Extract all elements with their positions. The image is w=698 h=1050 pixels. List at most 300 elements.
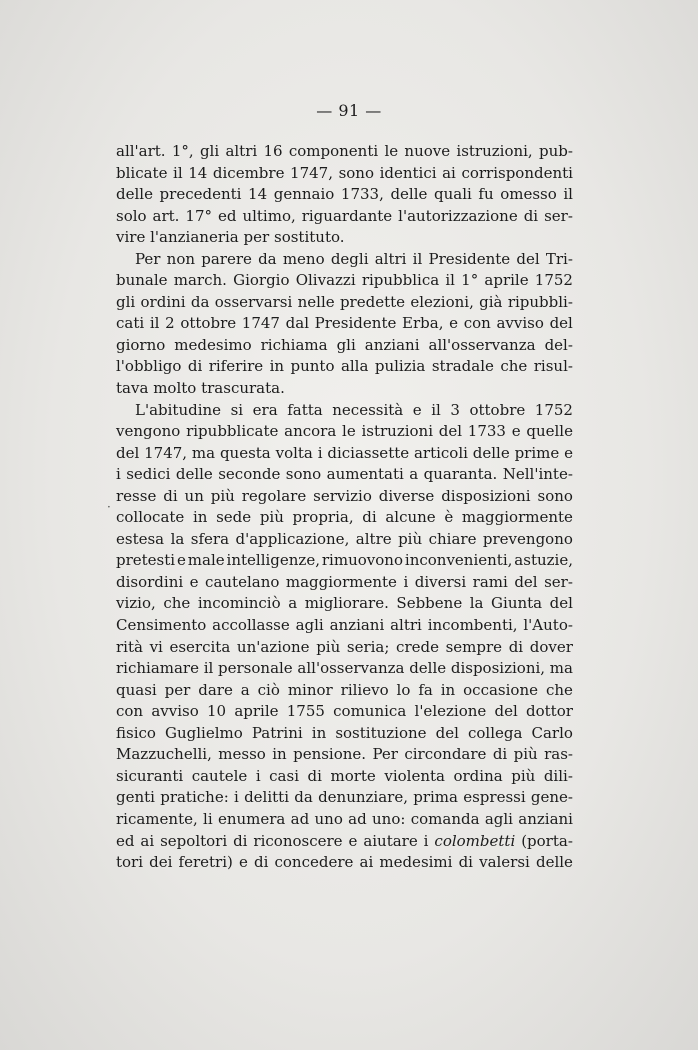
word: anziani <box>518 809 573 828</box>
word: questa <box>219 443 271 462</box>
word: precedenti <box>159 185 242 204</box>
word: a <box>288 594 298 613</box>
word: blicate <box>116 163 168 182</box>
word: a <box>240 680 250 699</box>
text-line <box>116 615 573 637</box>
word: altre <box>355 529 392 548</box>
word: diversi <box>414 572 467 591</box>
word: morte <box>330 766 376 785</box>
word: sono <box>537 486 573 505</box>
word: dover <box>529 637 573 656</box>
word: sostituzione <box>335 723 427 742</box>
word: ordini <box>140 292 186 311</box>
word: agli <box>484 809 513 828</box>
body-text <box>116 141 573 874</box>
word: riguardante <box>301 206 393 225</box>
word: il <box>203 659 214 678</box>
word: gli <box>336 335 356 354</box>
word: cautelano <box>205 572 280 591</box>
text-line <box>116 852 573 874</box>
text-line <box>116 313 573 335</box>
word: Mazzuchelli, <box>116 745 212 764</box>
text-line <box>116 400 573 422</box>
word: aiutare <box>363 831 418 850</box>
word: un'azione <box>236 637 310 656</box>
word: 1747, <box>290 163 333 182</box>
word: denunziare, <box>318 788 408 807</box>
word: ai <box>359 853 374 872</box>
word: di <box>163 486 178 505</box>
text-line <box>116 335 573 357</box>
word: dili- <box>543 766 573 785</box>
word: delle <box>535 853 573 872</box>
word: di <box>307 766 322 785</box>
word: pulizia <box>374 357 426 376</box>
word: sede <box>216 508 252 527</box>
text-line <box>116 766 573 788</box>
word: i <box>116 465 121 484</box>
word: ma <box>549 659 573 678</box>
word: le <box>342 422 356 441</box>
word: anziani <box>329 616 385 635</box>
word: aprile <box>484 271 529 290</box>
word: 3 <box>450 400 460 419</box>
word: migliorare. <box>304 594 389 613</box>
word: delitti <box>244 788 290 807</box>
word: diciassette <box>327 443 410 462</box>
word: sicuranti <box>116 766 184 785</box>
word: 1° <box>461 271 479 290</box>
word: ricamente, <box>116 809 198 828</box>
word: da <box>294 788 313 807</box>
word: da <box>258 249 277 268</box>
word: avviso <box>151 702 199 721</box>
word: degli <box>330 249 369 268</box>
word: con <box>116 702 144 721</box>
text-line <box>116 787 573 809</box>
word: aumentati <box>326 465 404 484</box>
word: altri <box>374 249 407 268</box>
word: prime <box>514 443 560 462</box>
word: e <box>348 831 358 850</box>
word: del <box>435 723 459 742</box>
word: e <box>189 572 199 591</box>
word: ai <box>442 163 456 182</box>
word: i <box>423 831 429 850</box>
word: con <box>463 314 491 333</box>
word: vengono <box>116 422 181 441</box>
word: giorno <box>116 335 166 354</box>
word: richiama <box>260 335 328 354</box>
word: di <box>492 745 508 764</box>
word: che <box>545 680 573 699</box>
word: disordini <box>116 572 184 591</box>
word: casi <box>269 766 299 785</box>
word: quasi <box>116 680 157 699</box>
word: avviso <box>496 314 544 333</box>
word: rità <box>116 637 143 656</box>
word: elezioni, <box>410 292 474 311</box>
word: 1752 <box>534 271 573 290</box>
text-line <box>116 163 573 185</box>
word: lo <box>396 680 411 699</box>
word: non <box>166 249 196 268</box>
word: ai <box>140 831 155 850</box>
word: di <box>362 508 377 527</box>
word: collocate <box>116 508 185 527</box>
word: propria, <box>292 508 354 527</box>
word: (porta- <box>521 831 573 850</box>
word: stradale <box>431 357 494 376</box>
word: pub- <box>538 142 573 160</box>
word: 16 <box>263 142 283 160</box>
word: in <box>440 680 456 699</box>
word: Patrini <box>251 723 303 742</box>
word: esercita <box>169 637 231 656</box>
word: di <box>523 206 539 225</box>
text-line <box>116 486 573 508</box>
word: incominciò <box>197 594 281 613</box>
word: era <box>252 400 278 419</box>
word: enumera <box>217 809 286 828</box>
text-line <box>116 658 573 680</box>
word: i <box>317 443 323 462</box>
word: 1°, <box>171 142 194 160</box>
word: l'Auto- <box>523 616 573 635</box>
word: trascurata. <box>201 379 285 398</box>
word: e <box>176 551 186 570</box>
text-line <box>116 464 573 486</box>
word: del <box>516 249 540 268</box>
word: parere <box>201 249 252 268</box>
word: sostituto. <box>274 228 345 247</box>
word: 1733, <box>340 185 384 204</box>
word: il <box>173 163 183 182</box>
word: espressi <box>463 788 526 807</box>
word: riferire <box>208 357 264 376</box>
word: identici <box>379 163 437 182</box>
word: gennaio <box>273 185 335 204</box>
word: riconoscere <box>253 831 343 850</box>
word: Per <box>372 745 398 764</box>
word: Per <box>135 249 161 268</box>
word: personale <box>218 659 293 678</box>
word: il <box>431 400 441 419</box>
word: astuzie, <box>514 551 573 570</box>
word: osservarsi <box>214 292 293 311</box>
word: li <box>203 809 213 828</box>
word: seconde <box>218 465 281 484</box>
word: ordina <box>453 766 503 785</box>
text-line <box>116 572 573 594</box>
word: ancora <box>284 422 337 441</box>
word: corrispondenti <box>461 163 573 182</box>
word: Olivazzi <box>295 271 356 290</box>
word: ripubblicate <box>186 422 279 441</box>
text-line <box>116 421 573 443</box>
word: volta <box>275 443 313 462</box>
word: delle <box>390 185 428 204</box>
word: dei <box>149 853 173 872</box>
word: più <box>259 508 284 527</box>
word: fatta <box>287 400 323 419</box>
word: 1733 <box>467 422 506 441</box>
word: delle <box>175 465 213 484</box>
word: è <box>444 508 454 527</box>
word: pensione. <box>293 745 367 764</box>
word: di <box>233 831 248 850</box>
word: e <box>564 443 573 462</box>
word: accollasse <box>212 616 290 635</box>
word: in <box>311 723 327 742</box>
word: istruzioni <box>361 422 434 441</box>
word: più <box>316 637 341 656</box>
word: alla <box>340 357 369 376</box>
word: del <box>549 314 573 333</box>
word: rilievo <box>340 680 389 699</box>
word: all'art. <box>116 142 166 160</box>
text-line <box>116 270 573 292</box>
word: medesimo <box>174 335 252 354</box>
word: Erba, <box>402 314 444 333</box>
word: 10 <box>206 702 227 721</box>
word: per <box>243 228 270 247</box>
word: male <box>187 551 225 570</box>
text-line <box>116 701 573 723</box>
text-line <box>116 529 573 551</box>
word: sempre <box>445 637 503 656</box>
word: Presidente <box>428 249 511 268</box>
text-line <box>116 680 573 702</box>
word: maggiormente <box>285 572 397 591</box>
word: nuove <box>404 142 451 160</box>
word: il <box>149 314 160 333</box>
word: molto <box>153 379 197 398</box>
word: alcune <box>385 508 436 527</box>
word: per <box>164 680 191 699</box>
word: del <box>494 702 518 721</box>
word: Nell'inte- <box>502 465 573 484</box>
word: sfera <box>190 529 230 548</box>
word: e <box>238 853 248 872</box>
word: il <box>563 185 573 204</box>
word: che <box>500 357 528 376</box>
word: i <box>234 788 239 807</box>
word: a <box>409 465 419 484</box>
word: istruzioni, <box>456 142 533 160</box>
word: di <box>508 637 524 656</box>
word: diverse <box>378 486 435 505</box>
word: dal <box>285 314 309 333</box>
word: in <box>272 745 287 764</box>
word: ripubbli- <box>507 292 573 311</box>
word: fu <box>478 185 494 204</box>
word: le <box>384 142 399 160</box>
text-line <box>116 141 573 163</box>
text-line <box>116 550 573 572</box>
word: Presidente <box>314 314 397 333</box>
word: del <box>514 572 538 591</box>
word: e <box>412 400 422 419</box>
word: ser- <box>544 572 573 591</box>
word: ottobre <box>469 400 526 419</box>
word: il <box>412 249 423 268</box>
word: disposizioni <box>441 486 531 505</box>
word: componenti <box>288 142 379 160</box>
word: i <box>403 572 409 591</box>
word: del <box>438 422 463 441</box>
word: resse <box>116 486 157 505</box>
word: si <box>230 400 244 419</box>
word: 1747 <box>241 314 280 333</box>
word: chiare <box>428 529 477 548</box>
word: ciò <box>257 680 280 699</box>
word: 1752 <box>534 400 573 419</box>
word: la <box>469 594 484 613</box>
word: valersi <box>479 853 530 872</box>
word: più <box>511 766 536 785</box>
word: vi <box>149 637 163 656</box>
word: Giorgio <box>233 271 290 290</box>
word: sepoltori <box>160 831 228 850</box>
word: l'obbligo <box>116 357 182 376</box>
word: vizio, <box>116 594 156 613</box>
word: nelle <box>297 292 335 311</box>
word: rami <box>472 572 508 591</box>
word: Sebbene <box>396 594 463 613</box>
word: 14 <box>248 185 268 204</box>
word: occasione <box>463 680 538 699</box>
word: maggiormente <box>461 508 573 527</box>
text-line <box>116 831 573 853</box>
word: meno <box>282 249 325 268</box>
word: in <box>269 357 285 376</box>
word: punto <box>290 357 335 376</box>
word: di <box>458 853 473 872</box>
text-line <box>116 356 573 378</box>
word: 2 <box>165 314 175 333</box>
word: l'elezione <box>414 702 487 721</box>
word: ad <box>348 809 367 828</box>
word: cautele <box>191 766 248 785</box>
word: in <box>192 508 208 527</box>
word: ma <box>191 443 216 462</box>
word: feretri) <box>178 853 233 872</box>
word: disposizioni, <box>450 659 546 678</box>
word: vire <box>116 228 146 247</box>
word: dottor <box>526 702 573 721</box>
word: violenta <box>384 766 445 785</box>
word: messo <box>218 745 266 764</box>
word: servizio <box>313 486 372 505</box>
word: più <box>398 529 423 548</box>
word: dare <box>198 680 233 699</box>
word: gene- <box>530 788 573 807</box>
text-line <box>116 593 573 615</box>
page-number: — 91 — <box>316 101 382 120</box>
word: ad <box>290 809 310 828</box>
word: comunica <box>333 702 407 721</box>
word: collega <box>467 723 523 742</box>
word: estesa <box>116 529 165 548</box>
word: aprile <box>234 702 279 721</box>
word: concedere <box>274 853 354 872</box>
word: tava <box>116 379 149 398</box>
word: pretesti <box>116 551 176 570</box>
word: all'osservanza <box>297 659 405 678</box>
word: gli <box>199 142 220 160</box>
word: sedici <box>126 465 171 484</box>
word: che <box>163 594 191 613</box>
word: rimuovono <box>321 551 403 570</box>
word: e <box>511 422 521 441</box>
text-line <box>116 227 573 249</box>
word: più <box>513 745 538 764</box>
word: Giunta <box>491 594 543 613</box>
word: genti <box>116 788 155 807</box>
word: pratiche: <box>160 788 229 807</box>
word: art. <box>152 206 180 225</box>
word: sono <box>338 163 374 182</box>
word: ser- <box>544 206 573 225</box>
word: altri <box>390 616 422 635</box>
word: quelle <box>526 422 573 441</box>
word: uno: <box>372 809 406 828</box>
word: anziani <box>364 335 420 354</box>
word: circondare <box>404 745 487 764</box>
word: d'applicazione, <box>235 529 350 548</box>
word: i <box>255 766 261 785</box>
word: quali <box>434 185 472 204</box>
text-line <box>116 744 573 766</box>
word: 14 <box>188 163 208 182</box>
word: Censimento <box>116 616 207 635</box>
word: di <box>253 853 269 872</box>
word: fa <box>418 680 433 699</box>
text-line <box>116 507 573 529</box>
word: uno <box>314 809 343 828</box>
word: prima <box>413 788 458 807</box>
text-line <box>116 206 573 228</box>
word: cati <box>116 314 145 333</box>
word: minor <box>287 680 333 699</box>
word: il <box>445 271 455 290</box>
word: colombetti <box>434 831 516 850</box>
word: ripubblica <box>361 271 440 290</box>
text-line <box>116 292 573 314</box>
margin-dot: · <box>107 500 111 514</box>
word: delle <box>116 185 153 204</box>
word: inconvenienti, <box>404 551 513 570</box>
word: del <box>549 594 573 613</box>
text-line <box>116 443 573 465</box>
text-line <box>116 378 573 400</box>
word: la <box>170 529 185 548</box>
word: già <box>479 292 503 311</box>
word: omesso <box>500 185 557 204</box>
word: dicembre <box>212 163 285 182</box>
word: più <box>210 486 235 505</box>
word: prevengono <box>482 529 573 548</box>
word: bunale <box>116 271 168 290</box>
word: del- <box>544 335 573 354</box>
word: march. <box>173 271 227 290</box>
word: comanda <box>410 809 480 828</box>
text-line <box>116 249 573 271</box>
word: tori <box>116 853 144 872</box>
word: solo <box>116 206 147 225</box>
text-line <box>116 723 573 745</box>
